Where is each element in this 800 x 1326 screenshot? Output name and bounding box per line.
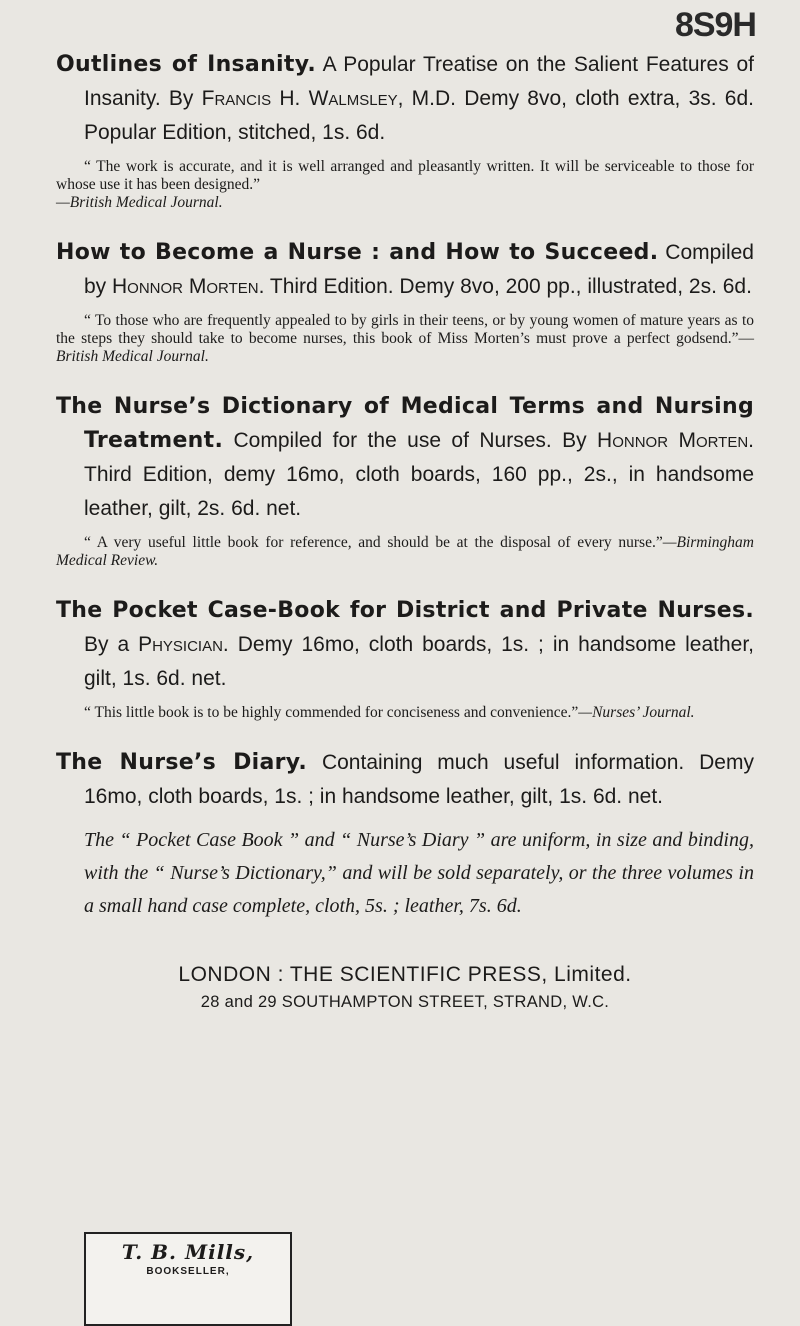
book-title: Outlines of Insanity. [56, 52, 316, 77]
entry-details: M.D. Demy 8vo, cloth extra, 3s. 6d. Popular Edition, stitched, 1s. 6d. [84, 87, 755, 144]
review-source: —Nurses’ Journal. [578, 704, 695, 721]
publisher-imprint [56, 963, 754, 1012]
book-entry [56, 236, 754, 366]
entry-text [56, 746, 754, 814]
author-name: Honnor Morten. [597, 429, 755, 452]
entry-details: Demy 16mo, cloth boards, 1s. ; in handsome leather, gilt, 1s. 6d. net. [84, 633, 755, 690]
entry-details: Third Edition, demy 16mo, cloth boards, 160 pp., 2s., in handsome leather, gilt, 2s. 6d. net. [84, 463, 754, 520]
review-source: British Medical Journal. [56, 348, 209, 365]
entry-desc: Containing much useful information. Demy 16mo, cloth boards, 1s. ; in handsome leather, gilt, 1s. 6d. net. [84, 751, 754, 808]
author-name: Physician. [138, 633, 229, 656]
entry-text [56, 390, 754, 526]
author-name: Francis H. Walmsley, [201, 87, 404, 110]
review-quote [56, 312, 754, 366]
bookseller-role: BOOKSELLER, [146, 1266, 230, 1277]
book-title: The Pocket Case-Book for District and Private Nurses. [56, 598, 754, 623]
book-entry [56, 390, 754, 570]
review-source: —Birmingham Medical Review. [56, 534, 754, 569]
review-source: —British Medical Journal. [56, 194, 223, 211]
advertisement-page [56, 48, 754, 1012]
entry-text [56, 594, 754, 696]
book-title: The Nurse’s Dictionary of Medical Terms and Nursing Treatment. [56, 394, 754, 453]
review-text: “ A very useful little book for reference, and should be at the disposal of every nurse.” [84, 534, 663, 551]
review-quote [56, 158, 754, 212]
review-text: “ To those who are frequently appealed to by girls in their teens, or by young women of mature years as to the steps they should take to become nurses, this book of Miss Morten’s must prove a perfect godsend.”— [56, 312, 754, 347]
review-text: “ The work is accurate, and it is well arranged and pleasantly written. It will be serviceable to those for whose use it has been designed.” [56, 158, 754, 193]
entry-details: Third Edition. Demy 8vo, 200 pp., illustrated, 2s. 6d. [264, 275, 752, 298]
uniform-edition-note: The “ Pocket Case Book ” and “ Nurse’s Diary ” are uniform, in size and binding, with the “ Nurse’s Dictionary,” and will be sold separately, or the three volumes in a small hand case complete, cloth, 5s. ; leather, 7s. 6d. [84, 829, 754, 917]
publisher-address: 28 and 29 SOUTHAMPTON STREET, STRAND, W.C. [200, 993, 610, 1011]
review-quote [56, 704, 754, 722]
review-text: “ This little book is to be highly commended for conciseness and convenience.” [84, 704, 579, 721]
entry-desc: Compiled for the use of Nurses. By [223, 429, 598, 452]
author-name: Honnor Morten. [112, 275, 265, 298]
review-quote [56, 534, 754, 570]
publisher-name: LONDON : THE SCIENTIFIC PRESS, Limited. [178, 963, 632, 986]
entry-desc: By a [84, 633, 139, 656]
book-entry [56, 594, 754, 722]
bookseller-name: T. B. Mills, [121, 1240, 255, 1264]
book-title: How to Become a Nurse : and How to Succeed. [56, 240, 659, 265]
book-title: The Nurse’s Diary. [56, 750, 308, 775]
entry-desc: Compiled by [84, 241, 754, 298]
entry-text [56, 48, 754, 150]
book-entry [56, 746, 754, 814]
bookseller-stamp [84, 1232, 292, 1326]
shelfmark: 8S9H [674, 6, 756, 44]
book-entry [56, 48, 754, 212]
entry-desc: A Popular Treatise on the Salient Features of Insanity. By [84, 53, 754, 110]
entry-text [56, 236, 754, 304]
